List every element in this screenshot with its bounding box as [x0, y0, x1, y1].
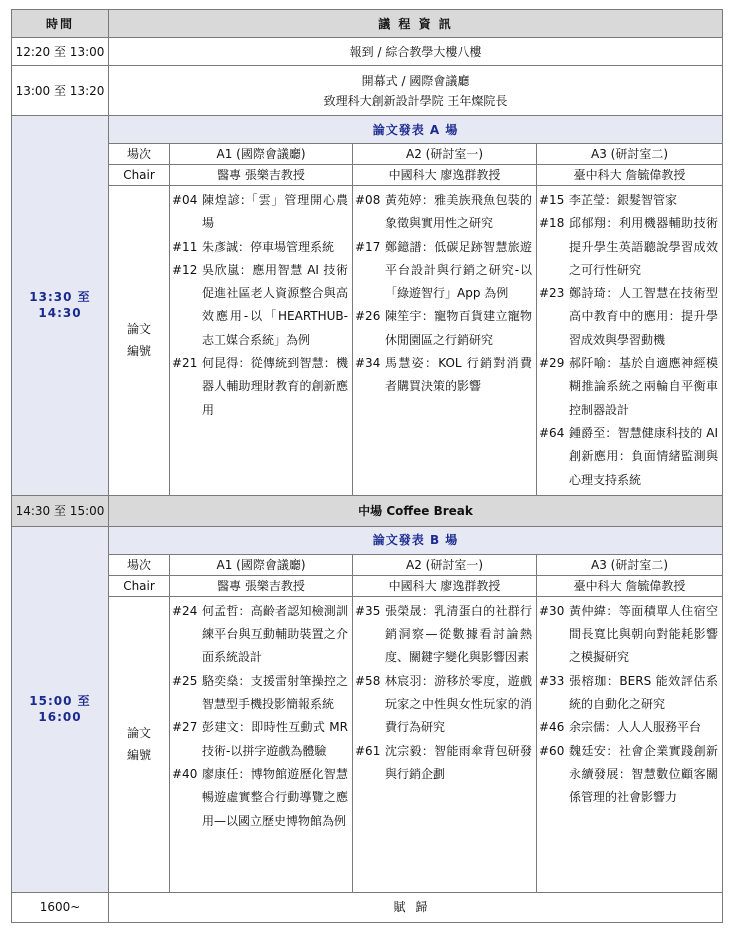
opening-time: 13:00 至 13:20 — [12, 66, 109, 116]
session-a-papers-row — [12, 186, 723, 496]
session-a-title: 論文發表 A 場 — [109, 116, 723, 144]
session-a-chair-label: Chair — [109, 165, 170, 186]
paper-number: #29 — [539, 356, 565, 371]
paper-title: 張榕珈：BERS 能效評估系統的自動化之研究 — [569, 673, 719, 712]
session-a-chair-1: 醫專 張樂吉教授 — [170, 165, 353, 186]
paper-number: #58 — [355, 673, 381, 688]
paper-label-line-1: 論文 — [126, 726, 151, 741]
session-b-venue-row — [12, 554, 723, 575]
paper-title: 何孟哲：高齡者認知檢測訓練平台與互動輔助裝置之介面系統設計 — [202, 603, 348, 665]
opening-info — [109, 66, 723, 116]
paper-entry — [355, 189, 532, 236]
paper-number: #60 — [539, 743, 565, 758]
agenda-table — [11, 9, 723, 923]
paper-title: 林宸羽：游移於零度，遊戲玩家之中性與女性玩家的消費行為研究 — [385, 673, 532, 735]
paper-title: 陳煌諺:「雲」管理開心農場 — [202, 193, 348, 231]
paper-entry — [172, 189, 348, 236]
paper-title: 何昆得：從傳統到智慧：機器人輔助理財教育的創新應用 — [202, 356, 348, 417]
paper-number: #12 — [172, 262, 198, 277]
paper-number: #23 — [539, 286, 565, 301]
paper-label-line-2: 編號 — [126, 748, 151, 763]
session-b-venue-label: 場次 — [109, 554, 170, 575]
opening-row — [12, 66, 723, 116]
paper-entry — [539, 600, 718, 670]
paper-number: #08 — [355, 193, 381, 207]
header-time: 時間 — [12, 10, 109, 38]
paper-entry — [539, 282, 718, 352]
paper-entry — [539, 212, 718, 282]
paper-entry — [355, 236, 532, 306]
paper-entry — [539, 422, 718, 492]
session-a-chair-row — [12, 165, 723, 186]
session-a-venue-label: 場次 — [109, 144, 170, 165]
paper-entry — [539, 670, 718, 717]
paper-number: #34 — [355, 356, 381, 371]
paper-number: #26 — [355, 309, 381, 324]
header-info: 議 程 資 訊 — [109, 10, 723, 38]
paper-entry — [355, 305, 532, 352]
paper-entry — [539, 716, 718, 739]
session-b-papers-col-2 — [353, 596, 537, 892]
paper-title: 鄭詩琦：人工智慧在技術型高中教育中的應用：提升學習成效與學習動機 — [569, 286, 719, 347]
paper-title: 駱奕燊：支援雷射筆操控之智慧型手機投影簡報系統 — [202, 673, 348, 712]
session-b-papers-col-1 — [170, 596, 353, 892]
session-b-paper-label — [109, 596, 170, 892]
paper-title: 張榮晟：乳清蛋白的社群行銷洞察—從數據看討論熱度、關鍵字變化與影響因素 — [385, 603, 532, 665]
registration-row — [12, 38, 723, 66]
paper-entry — [172, 236, 348, 259]
header-row — [12, 10, 723, 38]
session-a-chair-3: 臺中科大 詹毓偉教授 — [537, 165, 723, 186]
opening-line-2: 致理科大創新設計學院 王年燦院長 — [323, 93, 508, 108]
paper-title: 李芷瑩：銀髮智管家 — [569, 193, 678, 207]
paper-entry — [172, 600, 348, 670]
session-b-chair-label: Chair — [109, 575, 170, 596]
paper-number: #25 — [172, 673, 198, 688]
paper-number: #18 — [539, 216, 565, 231]
paper-number: #33 — [539, 673, 565, 688]
paper-number: #40 — [172, 766, 198, 781]
paper-number: #30 — [539, 603, 565, 618]
paper-entry — [172, 670, 348, 717]
session-a-title-row — [12, 116, 723, 144]
session-b-time: 15:00 至 16:00 — [12, 526, 109, 892]
paper-entry — [172, 716, 348, 763]
paper-number: #61 — [355, 743, 381, 758]
paper-entry — [355, 600, 532, 670]
paper-entry — [355, 352, 532, 399]
session-a-chair-2: 中國科大 廖逸群教授 — [353, 165, 537, 186]
closing-row — [12, 892, 723, 922]
opening-line-1: 開幕式 / 國際會議廳 — [361, 73, 470, 88]
session-b-chair-2: 中國科大 廖逸群教授 — [353, 575, 537, 596]
closing-label: 賦歸 — [109, 892, 723, 922]
paper-title: 沈宗毅：智能雨傘背包研發與行銷企劃 — [385, 743, 532, 781]
paper-title: 彭建文：即時性互動式 MR 技術-以拼字遊戲為體驗 — [202, 720, 348, 758]
paper-title: 朱彥誠：停車場管理系統 — [202, 239, 335, 254]
session-b-title-row — [12, 526, 723, 554]
paper-title: 邱郁翔：利用機器輔助技術提升學生英語聽說學習成效之可行性研究 — [569, 216, 719, 277]
session-b-papers-col-3 — [537, 596, 723, 892]
session-b-chair-3: 臺中科大 詹毓偉教授 — [537, 575, 723, 596]
registration-time: 12:20 至 13:00 — [12, 38, 109, 66]
session-b-venue-2: A2 (研討室一) — [353, 554, 537, 575]
session-a-paper-label — [109, 186, 170, 496]
paper-title: 陳笙宇：寵物百貨建立寵物休閒園區之行銷研究 — [385, 309, 532, 347]
paper-entry — [355, 740, 532, 787]
session-a-venue-2: A2 (研討室一) — [353, 144, 537, 165]
session-b-chair-row — [12, 575, 723, 596]
paper-number: #15 — [539, 193, 565, 207]
session-a-time: 13:30 至 14:30 — [12, 116, 109, 496]
session-b-papers-row — [12, 596, 723, 892]
paper-title: 鍾爵至：智慧健康科技的 AI 創新應用：負面情緒監測與心理支持系統 — [569, 425, 719, 487]
paper-title: 黃仲緯：等面積單人住宿空間長寬比與朝向對能耗影響之模擬研究 — [569, 603, 719, 665]
paper-number: #64 — [539, 425, 565, 440]
paper-entry — [172, 259, 348, 352]
paper-number: #27 — [172, 720, 198, 735]
paper-title: 郝阡喻：基於自適應神經模糊推論系統之兩輪自平衡車控制器設計 — [569, 356, 719, 417]
session-a-papers-col-3 — [537, 186, 723, 496]
paper-number: #24 — [172, 603, 198, 618]
paper-entry — [539, 740, 718, 810]
paper-number: #17 — [355, 239, 381, 254]
paper-entry — [355, 670, 532, 740]
paper-label-line-1: 論文 — [126, 322, 151, 337]
paper-title: 廖康任：博物館遊歷化智慧暢遊虛實整合行動導覽之應用—以國立歷史博物館為例 — [202, 766, 348, 828]
paper-number: #04 — [172, 193, 198, 207]
session-b-venue-3: A3 (研討室二) — [537, 554, 723, 575]
paper-number: #35 — [355, 603, 381, 618]
session-a-venue-row — [12, 144, 723, 165]
paper-title: 余宗儒：人人人服務平台 — [569, 720, 702, 735]
paper-label-line-2: 編號 — [126, 344, 151, 359]
paper-entry — [172, 763, 348, 833]
paper-number: #11 — [172, 239, 198, 254]
session-a-venue-3: A3 (研討室二) — [537, 144, 723, 165]
session-b-venue-1: A1 (國際會議廳) — [170, 554, 353, 575]
break-label: 中場 Coffee Break — [109, 495, 723, 526]
paper-number: #21 — [172, 356, 198, 371]
paper-entry — [539, 352, 718, 422]
paper-entry — [539, 189, 718, 212]
paper-title: 黃苑婷：雅美族飛魚包裝的象徵與實用性之研究 — [385, 193, 532, 231]
session-a-papers-col-1 — [170, 186, 353, 496]
break-time: 14:30 至 15:00 — [12, 495, 109, 526]
paper-title: 魏廷安：社會企業實踐創新永續發展：智慧數位顧客關係管理的社會影響力 — [569, 743, 719, 805]
session-a-venue-1: A1 (國際會議廳) — [170, 144, 353, 165]
break-row — [12, 495, 723, 526]
registration-info: 報到 / 綜合教學大樓八樓 — [109, 38, 723, 66]
paper-number: #46 — [539, 720, 565, 735]
session-a-papers-col-2 — [353, 186, 537, 496]
closing-time: 1600~ — [12, 892, 109, 922]
session-b-chair-1: 醫專 張樂吉教授 — [170, 575, 353, 596]
paper-entry — [172, 352, 348, 422]
paper-title: 馬慧姿：KOL 行銷對消費者購買決策的影響 — [385, 356, 532, 394]
session-b-title: 論文發表 B 場 — [109, 526, 723, 554]
paper-title: 吳欣嵐：應用智慧 AI 技術促進社區老人資源整合與高效應用-以「HEARTHUB-志工媒合系統」為例 — [202, 262, 348, 347]
paper-title: 鄭鐿譜：低碳足跡智慧旅遊平台設計與行銷之研究-以「綠遊智行」App 為例 — [385, 239, 532, 301]
